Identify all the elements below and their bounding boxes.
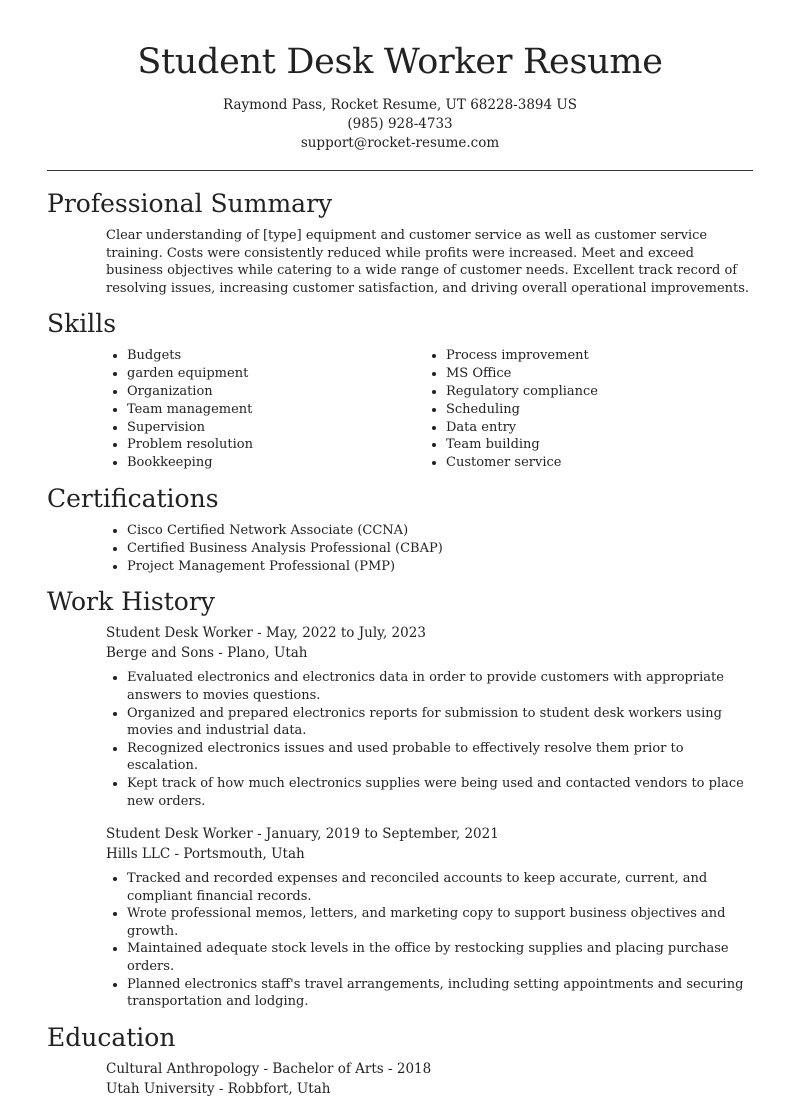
list-item: • Planned electronics staff's travel arrangements, including setting appointments and securing transportation and lodging. xyxy=(127,976,753,1011)
list-item: • Process improvement xyxy=(446,347,686,365)
job-title-line: Student Desk Worker - May, 2022 to July, 2023 xyxy=(106,625,426,642)
certifications-list xyxy=(47,522,753,575)
list-item: • Regulatory compliance xyxy=(446,383,686,401)
education-heading: Education xyxy=(47,1022,176,1052)
list-item: • Supervision xyxy=(127,419,367,437)
degree-line: Cultural Anthropology - Bachelor of Arts - 2018 xyxy=(106,1060,432,1077)
list-item: • Kept track of how much electronics supplies were being used and contacted vendors to place new orders. xyxy=(127,775,753,810)
contact-email: support@rocket-resume.com xyxy=(300,135,500,151)
list-item: • Evaluated electronics and electronics data in order to provide customers with appropriate answers to movies questions. xyxy=(127,669,753,704)
contact-phone: (985) 928-4733 xyxy=(347,116,453,132)
list-item: • Tracked and recorded expenses and reconciled accounts to keep accurate, current, and compliant financial records. xyxy=(127,870,753,905)
contact-block xyxy=(0,96,800,153)
list-item: • Bookkeeping xyxy=(127,454,367,472)
work-history-section xyxy=(47,587,753,1011)
list-item: • Budgets xyxy=(127,347,367,365)
skills-left-list xyxy=(47,347,367,472)
resume-header xyxy=(0,0,800,153)
skills-heading: Skills xyxy=(47,309,117,339)
job-entry xyxy=(47,824,753,1011)
list-item: • Team building xyxy=(446,436,686,454)
job-bullets xyxy=(47,870,753,1011)
list-item: • Data entry xyxy=(446,419,686,437)
header-divider xyxy=(47,170,753,171)
job-company-line: Hills LLC - Portsmouth, Utah xyxy=(106,846,305,863)
contact-address: Raymond Pass, Rocket Resume, UT 68228-3894 US xyxy=(222,97,577,113)
summary-text: Clear understanding of [type] equipment and customer service as well as customer service training. Costs were consistently reduced while profits were increased. Meet and exceed business objectives while catering to a wide range of customer needs. Excellent track record of resolving issues, increasing customer satisfaction, and driving overall operational improvements. xyxy=(106,228,750,296)
education-entry xyxy=(47,1059,753,1099)
list-item: • Problem resolution xyxy=(127,436,367,454)
summary-heading: Professional Summary xyxy=(47,189,333,218)
list-item: • garden equipment xyxy=(127,365,367,383)
resume-title: Student Desk Worker Resume xyxy=(137,42,663,82)
education-section xyxy=(47,1023,753,1099)
list-item: • Organization xyxy=(127,383,367,401)
list-item: • Cisco Certified Network Associate (CCNA) xyxy=(127,522,753,540)
job-entry xyxy=(47,623,753,810)
list-item: • Team management xyxy=(127,401,367,419)
list-item: • Project Management Professional (PMP) xyxy=(127,558,753,576)
job-bullets xyxy=(47,669,753,810)
job-title-line: Student Desk Worker - January, 2019 to September, 2021 xyxy=(106,826,499,843)
certifications-section xyxy=(47,484,753,575)
summary-section xyxy=(47,189,753,297)
list-item: • Customer service xyxy=(446,454,686,472)
skills-section xyxy=(47,309,753,472)
skills-columns xyxy=(47,347,753,472)
skills-right-list xyxy=(367,347,686,472)
certifications-heading: Certifications xyxy=(47,483,219,513)
work-history-heading: Work History xyxy=(47,587,215,617)
list-item: • Maintained adequate stock levels in the office by restocking supplies and placing purchase orders. xyxy=(127,940,753,975)
list-item: • Certified Business Analysis Professional (CBAP) xyxy=(127,540,753,558)
school-line: Utah University - Robbfort, Utah xyxy=(106,1080,331,1097)
list-item: • Recognized electronics issues and used probable to effectively resolve them prior to escalation. xyxy=(127,740,753,775)
list-item: • Wrote professional memos, letters, and marketing copy to support business objectives and growth. xyxy=(127,905,753,940)
list-item: • MS Office xyxy=(446,365,686,383)
list-item: • Organized and prepared electronics reports for submission to student desk workers using movies and industrial data. xyxy=(127,705,753,740)
job-company-line: Berge and Sons - Plano, Utah xyxy=(106,645,308,662)
list-item: • Scheduling xyxy=(446,401,686,419)
